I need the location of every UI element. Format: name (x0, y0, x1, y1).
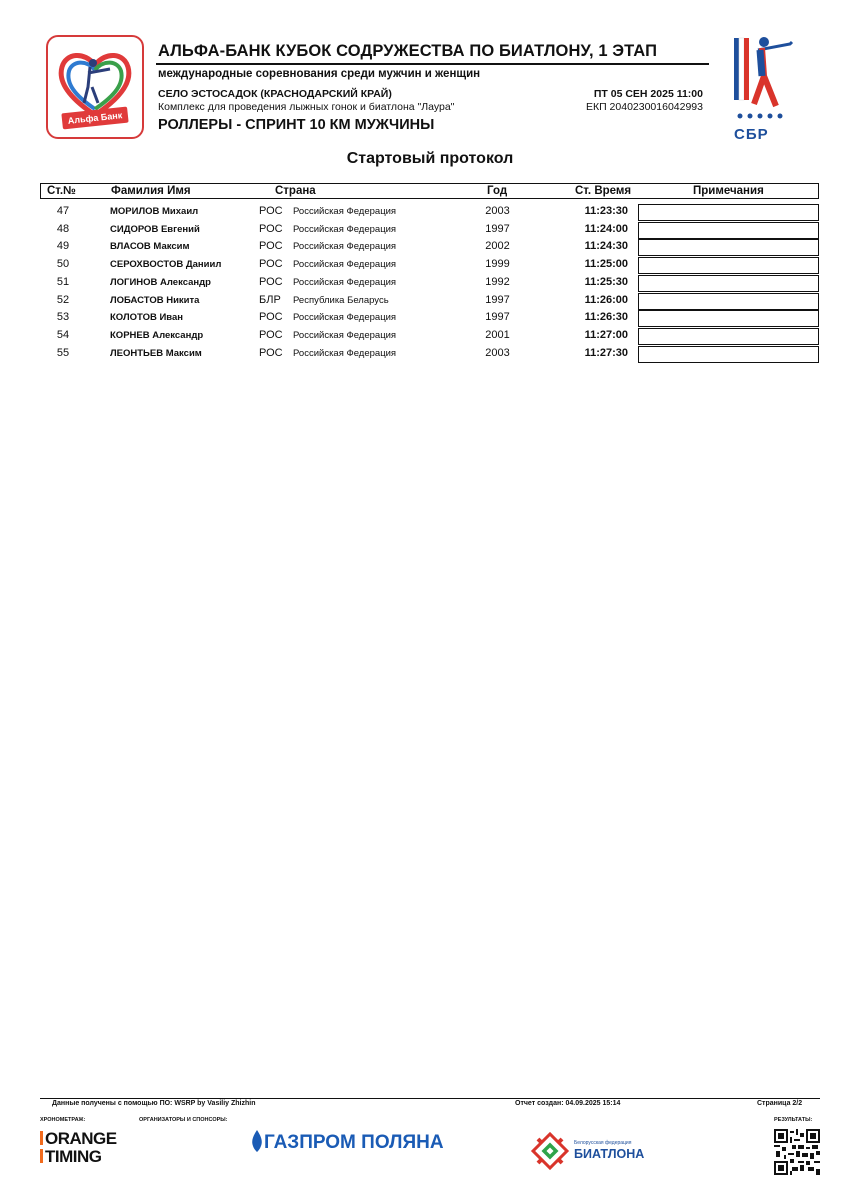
sponsor-name: ГАЗПРОМ ПОЛЯНА (264, 1132, 444, 1153)
athlete-name: КОРНЕВ Александр (110, 329, 204, 341)
start-number: 54 (56, 328, 70, 341)
start-time: 11:23:30 (584, 205, 628, 217)
venue: Комплекс для проведения лыжных гонок и биатлона "Лаура" (158, 101, 455, 113)
country-code: РОС (259, 275, 283, 288)
birth-year: 1997 (485, 222, 510, 235)
start-number: 49 (56, 240, 70, 253)
birth-year: 2003 (485, 205, 510, 217)
table-row (40, 238, 819, 256)
athlete-name: КОЛОТОВ Иван (110, 312, 184, 324)
table-row (40, 345, 819, 363)
start-number: 48 (56, 222, 70, 235)
birth-year: 2002 (485, 240, 510, 253)
footer-divider (40, 1098, 820, 1099)
notes-box (638, 204, 819, 221)
sbr-logo (728, 32, 798, 144)
col-start-number: Ст.№ (47, 185, 76, 197)
competition-subtitle: международные соревнования среди мужчин и женщин (158, 68, 481, 80)
alfa-bank-cup-logo (46, 35, 144, 139)
event-code: ЕКП 2040230016042993 (585, 101, 703, 113)
header-divider (156, 63, 709, 65)
report-created: Отчет создан: 04.09.2025 15:14 (515, 1100, 621, 1107)
table-row (40, 221, 819, 239)
col-start-time: Ст. Время (575, 185, 632, 197)
start-time: 11:26:30 (584, 311, 628, 324)
country-code: РОС (259, 311, 283, 324)
athlete-name: СИДОРОВ Евгений (110, 223, 200, 235)
country-name: Российская Федерация (293, 329, 397, 341)
birth-year: 1999 (485, 258, 510, 271)
country-code: БЛР (259, 293, 281, 306)
birth-year: 1997 (485, 293, 510, 306)
athlete-name: ЛОГИНОВ Александр (110, 276, 211, 288)
notes-box (638, 328, 819, 345)
federation-name: БИАТЛОНА (574, 1147, 645, 1161)
notes-box (638, 275, 819, 292)
alfa-bank-label: Альфа Банк (61, 107, 128, 130)
country-name: Российская Федерация (293, 347, 397, 359)
document-title: Стартовый протокол (346, 150, 514, 167)
country-name: Российская Федерация (293, 276, 397, 288)
start-time: 11:25:00 (584, 258, 628, 271)
start-number: 47 (56, 205, 70, 217)
birth-year: 2003 (485, 346, 510, 359)
table-row (40, 274, 819, 292)
table-header (40, 183, 819, 199)
country-code: РОС (259, 205, 283, 217)
start-number: 53 (56, 311, 70, 324)
timing-label: ХРОНОМЕТРАЖ: (40, 1117, 86, 1123)
table-row (40, 256, 819, 274)
country-code: РОС (259, 258, 283, 271)
country-code: РОС (259, 222, 283, 235)
country-name: Российская Федерация (293, 206, 397, 217)
country-name: Российская Федерация (293, 241, 397, 253)
athlete-name: ЛЕОНТЬЕВ Максим (110, 347, 202, 359)
competition-title: АЛЬФА-БАНК КУБОК СОДРУЖЕСТВА ПО БИАТЛОНУ, 1 ЭТАП (158, 42, 658, 60)
orange-timing-line1: ORANGE (45, 1129, 117, 1148)
notes-box (638, 293, 819, 310)
col-country: Страна (275, 185, 316, 197)
birth-year: 2001 (485, 328, 510, 341)
federation-caption: Белорусская федерация (574, 1140, 632, 1146)
start-number: 55 (56, 346, 70, 359)
table-row (40, 327, 819, 345)
country-name: Российская Федерация (293, 223, 397, 235)
event-datetime: ПТ 05 СЕН 2025 11:00 (593, 88, 703, 100)
athlete-name: ВЛАСОВ Максим (110, 241, 190, 253)
orange-bar-icon (40, 1149, 43, 1163)
gazprom-logo (250, 1129, 444, 1154)
sbr-logo-text: СБР (734, 126, 769, 143)
start-time: 11:26:00 (584, 293, 628, 306)
birth-year: 1992 (485, 275, 510, 288)
event-name: РОЛЛЕРЫ - СПРИНТ 10 КМ МУЖЧИНЫ (158, 117, 435, 133)
organizers-label: ОРГАНИЗАТОРЫ И СПОНСОРЫ: (139, 1117, 228, 1123)
start-time: 11:25:30 (584, 275, 628, 288)
notes-box (638, 310, 819, 327)
col-notes: Примечания (693, 185, 764, 197)
country-code: РОС (259, 328, 283, 341)
notes-box (638, 239, 819, 256)
table-row (40, 203, 819, 221)
biathlon-federation-logo (528, 1130, 572, 1172)
notes-box (638, 222, 819, 239)
col-year: Год (487, 185, 508, 197)
data-source: Данные получены с помощью ПО: WSRP by Vasiliy Zhizhin (52, 1100, 256, 1107)
start-time: 11:24:00 (584, 222, 628, 235)
start-number: 52 (56, 293, 70, 306)
country-code: РОС (259, 240, 283, 253)
orange-timing-logo (40, 1130, 117, 1166)
country-name: Республика Беларусь (293, 294, 389, 306)
orange-bar-icon (40, 1131, 43, 1145)
table-row (40, 292, 819, 310)
athlete-name: МОРИЛОВ Михаил (110, 206, 199, 217)
country-name: Российская Федерация (293, 312, 397, 324)
notes-box (638, 257, 819, 274)
start-time: 11:27:30 (584, 346, 628, 359)
athlete-name: СЕРОХВОСТОВ Даниил (110, 259, 222, 271)
results-label: РЕЗУЛЬТАТЫ: (774, 1117, 813, 1123)
qr-code-icon[interactable] (774, 1129, 820, 1175)
athlete-name: ЛОБАСТОВ Никита (110, 294, 200, 306)
notes-box (638, 346, 819, 363)
birth-year: 1997 (485, 311, 510, 324)
orange-timing-line2: TIMING (45, 1147, 102, 1166)
location: СЕЛО ЭСТОСАДОК (КРАСНОДАРСКИЙ КРАЙ) (158, 88, 392, 100)
start-time: 11:24:30 (584, 240, 628, 253)
start-number: 50 (56, 258, 70, 271)
start-number: 51 (56, 275, 70, 288)
table-row (40, 309, 819, 327)
start-time: 11:27:00 (584, 328, 628, 341)
country-code: РОС (259, 346, 283, 359)
col-name: Фамилия Имя (111, 185, 191, 197)
country-name: Российская Федерация (293, 259, 397, 271)
page-number: Страница 2/2 (757, 1100, 803, 1107)
